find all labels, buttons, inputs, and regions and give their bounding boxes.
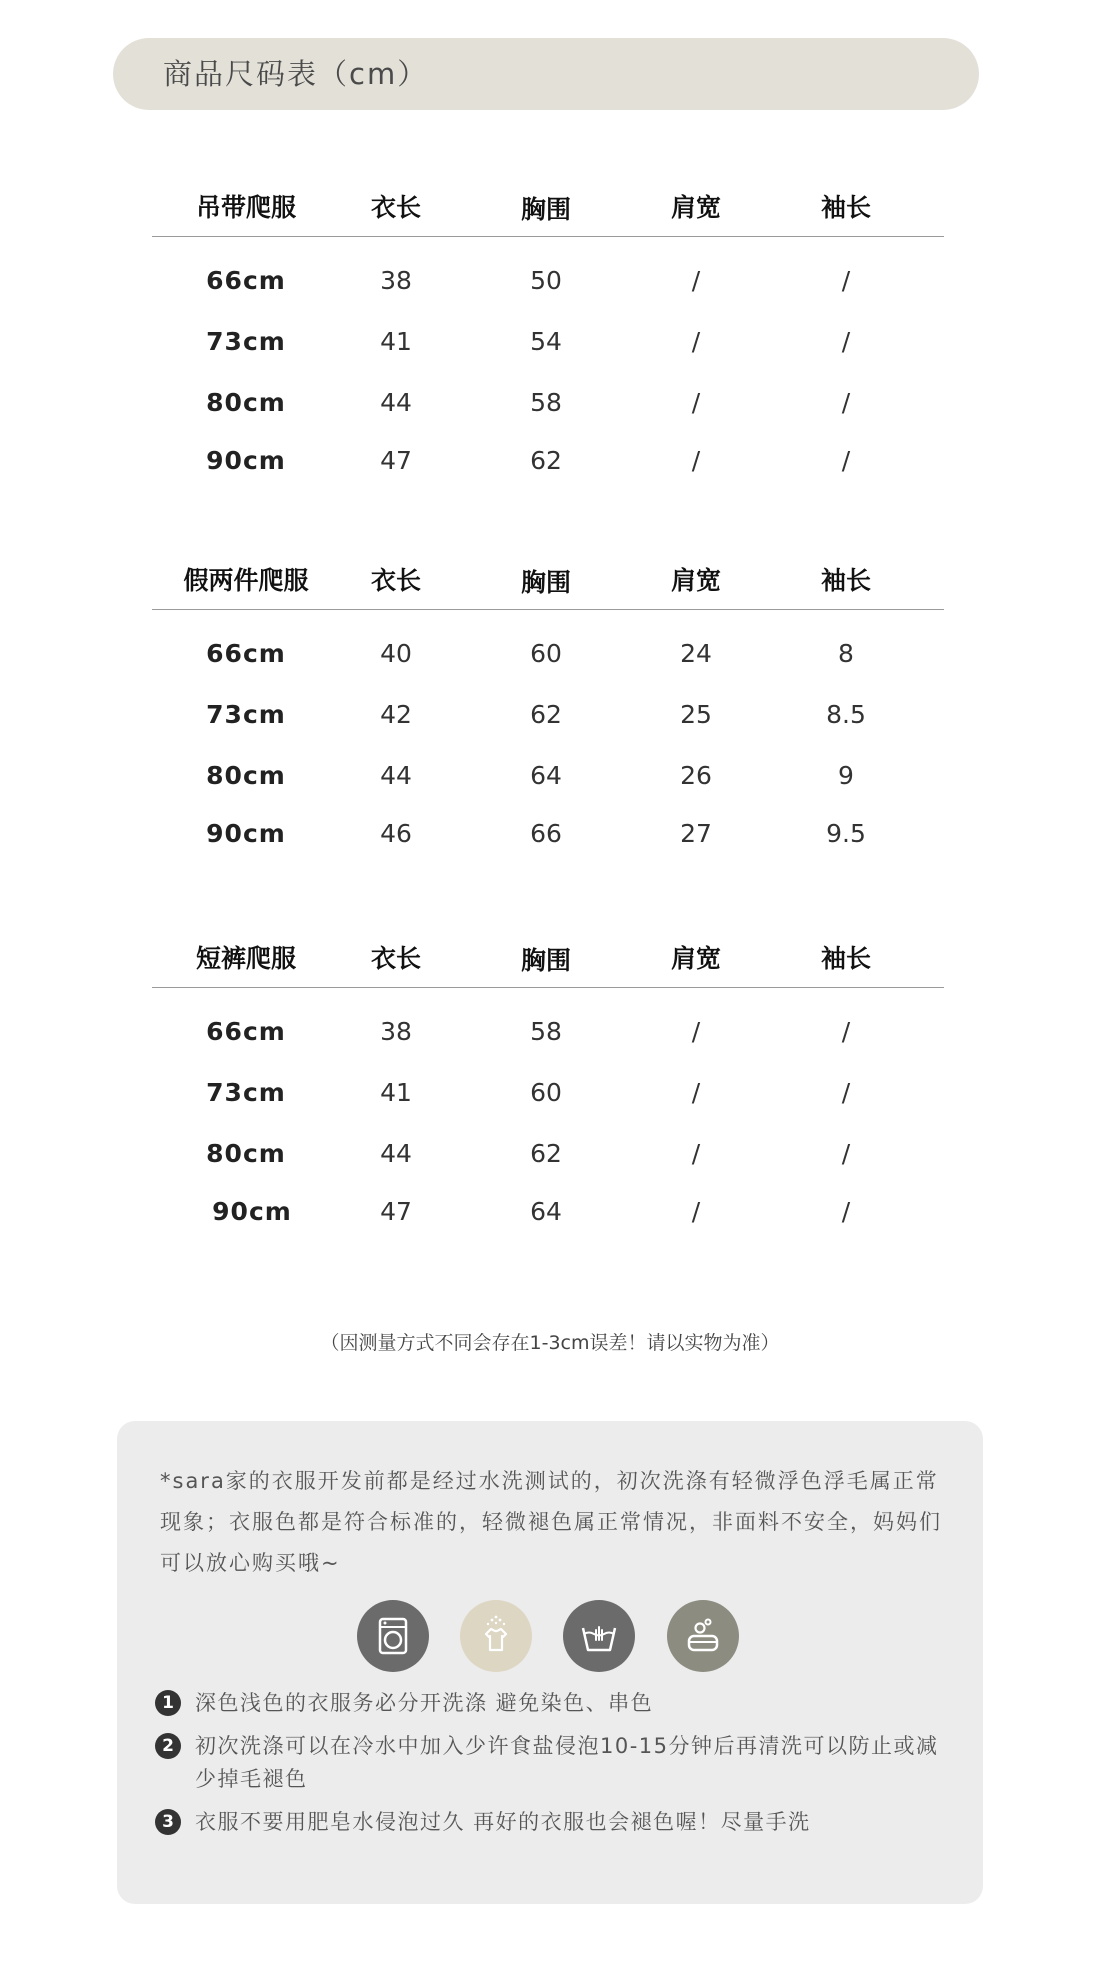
table-divider [152, 236, 944, 237]
size-label: 73cm [206, 327, 286, 356]
table-header-category: 假两件爬服 [183, 566, 309, 595]
table-header-category: 吊带爬服 [195, 193, 296, 222]
table-cell: 58 [530, 388, 562, 417]
care-intro-text: *sara家的衣服开发前都是经过水洗测试的，初次洗涤有轻微浮色浮毛属正常现象；衣服色都是符合标准的，轻微褪色属正常情况，非面料不安全，妈妈们可以放心购买哦~ [160, 1469, 942, 1575]
table-cell: 27 [680, 819, 712, 848]
table-cell: / [841, 1017, 851, 1046]
table-cell: / [691, 1017, 701, 1046]
care-instructions-panel [117, 1421, 983, 1904]
size-label: 73cm [206, 1078, 286, 1107]
table-cell: / [841, 327, 851, 356]
table-cell: 9.5 [826, 819, 866, 848]
table-cell: 24 [680, 639, 712, 668]
table-cell: 47 [380, 1197, 412, 1226]
table-header-shoulder: 肩宽 [670, 944, 721, 973]
table-header-category: 短裤爬服 [195, 944, 296, 973]
table-cell: / [841, 1078, 851, 1107]
table-cell: 41 [380, 1078, 412, 1107]
tip-number-badge: 2 [155, 1733, 181, 1759]
size-label: 73cm [206, 700, 286, 729]
measurement-note: （因测量方式不同会存在1-3cm误差！请以实物为准） [320, 1332, 780, 1354]
size-label: 80cm [206, 1139, 286, 1168]
table-cell: / [691, 327, 701, 356]
care-icons-row [117, 1600, 983, 1672]
table-header-length: 衣长 [370, 193, 421, 222]
table-cell: 50 [530, 266, 562, 295]
soak-basin-icon [667, 1600, 739, 1672]
table-cell: 9 [838, 761, 854, 790]
table-cell: / [841, 1139, 851, 1168]
size-label: 80cm [206, 761, 286, 790]
table-cell: 8.5 [826, 700, 866, 729]
size-label: 90cm [212, 1197, 292, 1226]
table-cell: 44 [380, 761, 412, 790]
table-header-shoulder: 肩宽 [670, 566, 721, 595]
size-chart-header [113, 38, 979, 110]
table-cell: / [691, 266, 701, 295]
table-header-sleeve: 袖长 [820, 566, 871, 595]
table-cell: 64 [530, 761, 562, 790]
tip-number-badge: 1 [155, 1690, 181, 1716]
table-cell: 38 [380, 1017, 412, 1046]
table-cell: / [691, 446, 701, 475]
page-title: 商品尺码表（cm） [163, 57, 429, 91]
table-cell: 62 [530, 446, 562, 475]
table-header-shoulder: 肩宽 [670, 193, 721, 222]
tip-number-badge: 3 [155, 1809, 181, 1835]
table-header-length: 衣长 [370, 566, 421, 595]
table-cell: 44 [380, 388, 412, 417]
table-cell: 40 [380, 639, 412, 668]
size-label: 66cm [206, 1017, 286, 1046]
table-cell: 25 [680, 700, 712, 729]
table-cell: / [841, 266, 851, 295]
table-cell: 66 [530, 819, 562, 848]
size-label: 80cm [206, 388, 286, 417]
table-cell: 62 [530, 700, 562, 729]
tip-text: 深色浅色的衣服务必分开洗涤 避免染色、串色 [195, 1691, 654, 1715]
table-cell: 60 [530, 639, 562, 668]
size-label: 90cm [206, 819, 286, 848]
table-cell: / [841, 446, 851, 475]
table-cell: / [691, 1078, 701, 1107]
tip-text: 衣服不要用肥皂水侵泡过久 再好的衣服也会褪色喔！尽量手洗 [195, 1810, 811, 1834]
table-cell: / [691, 1139, 701, 1168]
size-label: 66cm [206, 266, 286, 295]
table-cell: 8 [838, 639, 854, 668]
table-cell: 44 [380, 1139, 412, 1168]
table-cell: / [841, 1197, 851, 1226]
table-header-chest: 胸围 [520, 946, 571, 975]
table-cell: 46 [380, 819, 412, 848]
table-header-sleeve: 袖长 [820, 193, 871, 222]
list-item [155, 1730, 955, 1796]
table-divider [152, 609, 944, 610]
table-cell: 47 [380, 446, 412, 475]
table-header-length: 衣长 [370, 944, 421, 973]
table-header-sleeve: 袖长 [820, 944, 871, 973]
washing-machine-icon [357, 1600, 429, 1672]
table-cell: 64 [530, 1197, 562, 1226]
table-cell: 38 [380, 266, 412, 295]
table-header-chest: 胸围 [520, 195, 571, 224]
table-cell: 41 [380, 327, 412, 356]
size-label: 90cm [206, 446, 286, 475]
table-divider [152, 987, 944, 988]
list-item [155, 1687, 955, 1720]
table-cell: 60 [530, 1078, 562, 1107]
shirt-wash-icon [460, 1600, 532, 1672]
size-label: 66cm [206, 639, 286, 668]
list-item [155, 1806, 955, 1839]
table-cell: 62 [530, 1139, 562, 1168]
care-tips-list [155, 1687, 955, 1849]
tip-text: 初次洗涤可以在冷水中加入少许食盐侵泡10-15分钟后再清洗可以防止或减少掉毛褪色 [195, 1734, 939, 1791]
table-cell: / [841, 388, 851, 417]
table-cell: 58 [530, 1017, 562, 1046]
table-cell: / [691, 1197, 701, 1226]
hand-wash-basin-icon [563, 1600, 635, 1672]
table-cell: 42 [380, 700, 412, 729]
table-cell: 54 [530, 327, 562, 356]
table-header-chest: 胸围 [520, 568, 571, 597]
table-cell: / [691, 388, 701, 417]
table-cell: 26 [680, 761, 712, 790]
